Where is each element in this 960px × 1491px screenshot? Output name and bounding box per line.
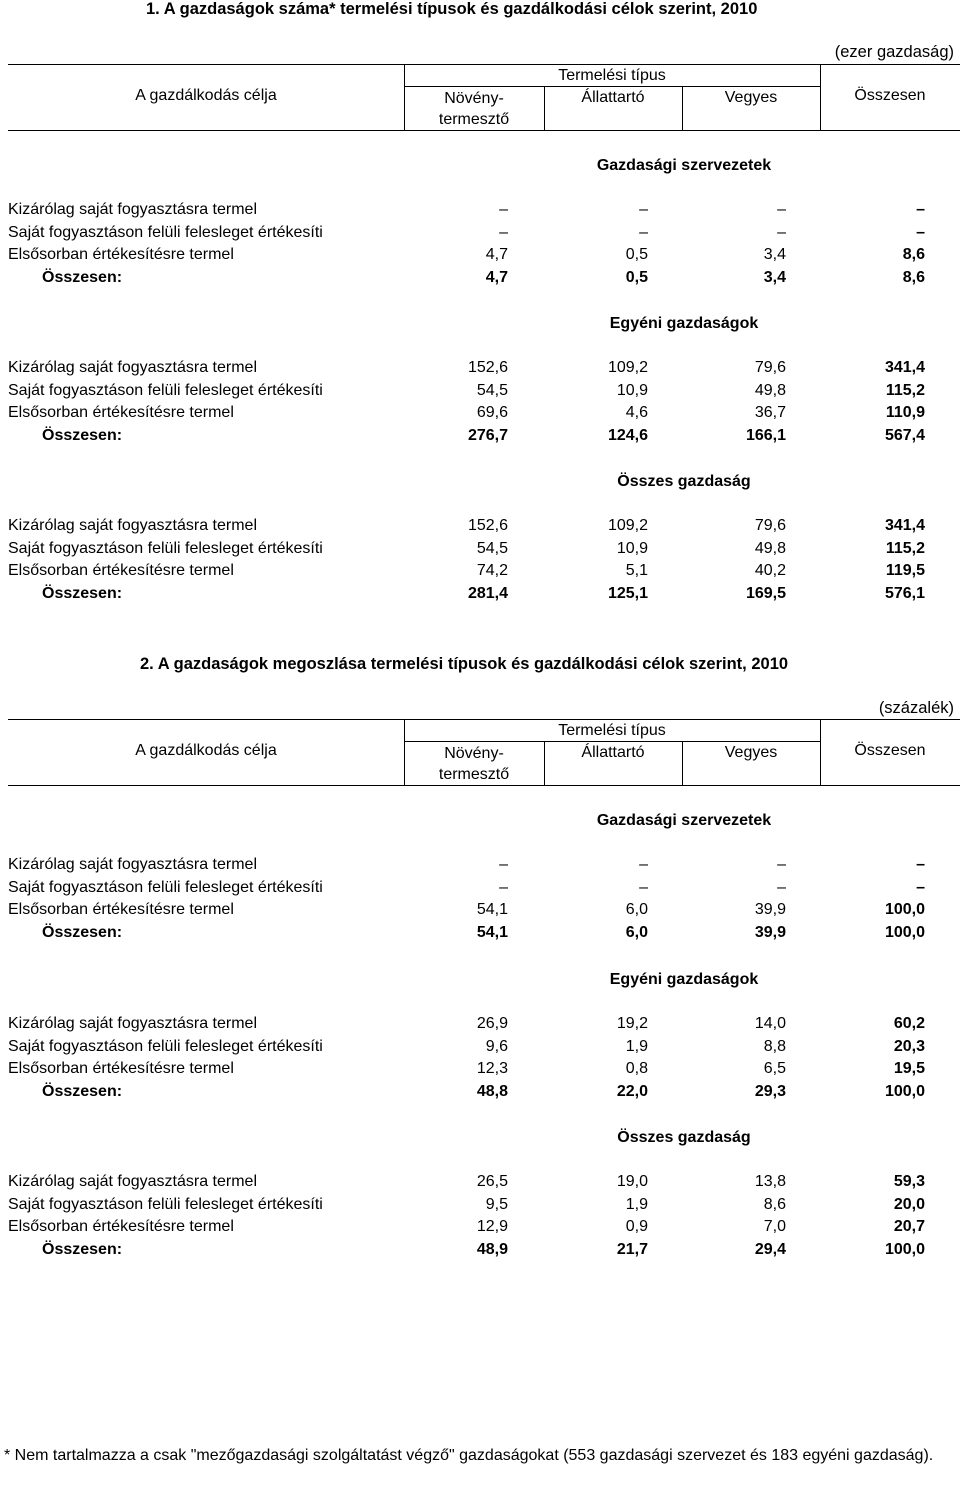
table2-cell: –: [639, 878, 648, 896]
table2-cell: 19,2: [616, 1015, 648, 1032]
table2-cell: 39,9: [754, 901, 786, 919]
table1-cell: 576,1: [884, 584, 925, 602]
table2-cell: –: [639, 856, 648, 873]
table2-cell: 39,9: [754, 923, 786, 941]
table1-cell: 74,2: [476, 562, 508, 580]
table2-cell: 54,1: [476, 923, 508, 941]
table1-total-row-label: Összesen:: [42, 268, 123, 286]
table2-cell: 6,5: [763, 1060, 786, 1078]
table2-cell: 26,9: [476, 1015, 508, 1032]
table1-cell: 567,4: [884, 426, 925, 444]
table1-cell: 341,4: [884, 517, 925, 534]
table2-cell: –: [777, 878, 786, 896]
table2-row-label: Elsősorban értékesítésre termel: [8, 1218, 234, 1236]
table1-row-label: Kizárólag saját fogyasztásra termel: [8, 359, 257, 376]
table1-cell: 40,2: [754, 562, 786, 580]
table2-row-label: Elsősorban értékesítésre termel: [8, 901, 234, 919]
table1-cell: 49,8: [754, 539, 786, 557]
table2-cell: –: [916, 856, 925, 873]
table1-cell: –: [639, 223, 648, 241]
table1-cell: 8,6: [902, 246, 925, 264]
table1-header-top-rule: [8, 64, 960, 65]
table2-cell: 48,9: [476, 1240, 508, 1258]
table1-row-label: Saját fogyasztáson felüli felesleget értékesíti: [8, 223, 323, 241]
table2-row-label: Kizárólag saját fogyasztásra termel: [8, 1173, 257, 1190]
table2-unit: (százalék): [878, 699, 954, 717]
table1-cell: 4,6: [625, 404, 648, 422]
table2-header-top-rule: [8, 719, 960, 720]
table2-row-label: Saját fogyasztáson felüli felesleget értékesíti: [8, 1037, 323, 1055]
table2-cell: 12,9: [476, 1218, 508, 1236]
table1-cell: 281,4: [467, 584, 508, 602]
table1-row-label: Elsősorban értékesítésre termel: [8, 562, 234, 580]
table1-group-rule: [404, 86, 820, 87]
table1-cell: –: [777, 201, 786, 218]
table2-cell: 8,6: [763, 1195, 786, 1213]
table1-cell: –: [916, 201, 925, 218]
table1-section-title: Gazdasági szervezetek: [596, 157, 772, 174]
table1-row-label: Elsősorban értékesítésre termel: [8, 404, 234, 422]
table2-cell: 13,8: [754, 1173, 786, 1190]
table1-cell: 166,1: [745, 426, 786, 444]
table2-cell: 22,0: [616, 1082, 648, 1100]
table1-cell: 110,9: [885, 404, 925, 422]
table1-cell: –: [916, 223, 925, 241]
table2-cell: 0,9: [625, 1218, 648, 1236]
table1-cell: 54,5: [476, 539, 508, 557]
table1-cell: 276,7: [467, 426, 508, 444]
table1-cell: –: [777, 223, 786, 241]
table2-cell: 8,8: [763, 1037, 786, 1055]
table2-row-label: Saját fogyasztáson felüli felesleget értékesíti: [8, 1195, 323, 1213]
table1-cell: 49,8: [754, 381, 786, 399]
table2-row-label: Kizárólag saját fogyasztásra termel: [8, 1015, 257, 1032]
table1-cell: 5,1: [625, 562, 648, 580]
table1-row-label: Kizárólag saját fogyasztásra termel: [8, 517, 257, 534]
table2-cell: 20,0: [893, 1195, 925, 1213]
table1-cell: 10,9: [616, 381, 648, 399]
table2-cell: 9,6: [485, 1037, 508, 1055]
table2-section-title: Egyéni gazdaságok: [609, 971, 759, 988]
table1-cell: 109,2: [607, 517, 648, 534]
table2-cell: 54,1: [476, 901, 508, 919]
table2-section-title: Összes gazdaság: [617, 1129, 751, 1146]
table1-cell: 10,9: [616, 539, 648, 557]
table2-total-row-label: Összesen:: [42, 1240, 123, 1258]
table1-cell: 8,6: [902, 268, 925, 286]
table2-header-total: Összesen: [854, 742, 926, 759]
table1-cell: 4,7: [485, 246, 508, 264]
table1-row-label: Elsősorban értékesítésre termel: [8, 246, 234, 264]
table2-cell: 6,0: [625, 901, 648, 919]
table2-cell: 26,5: [476, 1173, 508, 1190]
table2-cell: 20,3: [893, 1037, 925, 1055]
table2-title: 2. A gazdaságok megoszlása termelési típusok és gazdálkodási célok szerint, 2010: [140, 655, 789, 673]
table2-cell: 9,5: [485, 1195, 508, 1213]
table1-cell: 152,6: [467, 517, 508, 534]
table2-cell: 20,7: [893, 1218, 925, 1236]
table2-header-bottom-rule: [8, 785, 960, 786]
table1-cell: 124,6: [607, 426, 648, 444]
table2-header-group: Termelési típus: [558, 722, 666, 739]
table2-cell: 48,8: [476, 1082, 508, 1100]
table2-cell: 19,0: [616, 1173, 648, 1190]
table2-header-col2: Állattartó: [581, 744, 645, 761]
table2-cell: –: [777, 856, 786, 873]
table1-title: 1. A gazdaságok száma* termelési típusok és gazdálkodási célok szerint, 2010: [146, 0, 758, 18]
table2-cell: 14,0: [754, 1015, 786, 1032]
table1-header-purpose: A gazdálkodás célja: [135, 87, 277, 104]
table2-group-rule: [404, 741, 820, 742]
table1-cell: 0,5: [625, 268, 648, 286]
table2-cell: 100,0: [884, 923, 925, 941]
table2-cell: 29,4: [754, 1240, 786, 1258]
table2-cell: 59,3: [893, 1173, 925, 1190]
table1-row-label: Saját fogyasztáson felüli felesleget értékesíti: [8, 539, 323, 557]
table1-row-label: Kizárólag saját fogyasztásra termel: [8, 201, 257, 218]
table2-row-label: Elsősorban értékesítésre termel: [8, 1060, 234, 1078]
table1-cell: 109,2: [607, 359, 648, 376]
table1-row-label: Saját fogyasztáson felüli felesleget értékesíti: [8, 381, 323, 399]
table1-cell: 125,1: [607, 584, 648, 602]
table2-cell: 6,0: [625, 923, 648, 941]
table1-cell: 115,2: [885, 381, 925, 399]
table2-cell: 1,9: [625, 1037, 648, 1055]
table2-total-row-label: Összesen:: [42, 923, 123, 941]
table2-cell: 100,0: [884, 901, 925, 919]
table2-cell: 19,5: [893, 1060, 925, 1078]
table2-header-col1: Növény- termesztő: [438, 745, 510, 783]
table1-cell: 3,4: [763, 246, 786, 264]
table2-section-title: Gazdasági szervezetek: [596, 812, 772, 829]
table2-header-purpose: A gazdálkodás célja: [135, 742, 277, 759]
table1-header-col1: Növény- termesztő: [438, 90, 510, 128]
table1-cell: 0,5: [625, 246, 648, 264]
table1-cell: 79,6: [754, 517, 786, 534]
table1-header-group: Termelési típus: [558, 67, 666, 84]
table1-section-title: Összes gazdaság: [617, 473, 751, 490]
table1-cell: 69,6: [476, 404, 508, 422]
table1-header-col2: Állattartó: [581, 89, 645, 106]
table1-cell: 119,5: [885, 562, 925, 580]
footnote: * Nem tartalmazza a csak "mezőgazdasági szolgáltatást végző" gazdaságokat (553 gazdasági szervezet és 183 egyéni gazdaság).: [4, 1447, 934, 1464]
table2-cell: 0,8: [625, 1060, 648, 1078]
table1-cell: 54,5: [476, 381, 508, 399]
table1-cell: 152,6: [467, 359, 508, 376]
table1-cell: –: [639, 201, 648, 218]
table1-section-title: Egyéni gazdaságok: [609, 315, 759, 332]
table1-cell: 115,2: [885, 539, 925, 557]
table1-cell: 79,6: [754, 359, 786, 376]
table1-cell: 169,5: [745, 584, 786, 602]
table2-total-row-label: Összesen:: [42, 1082, 123, 1100]
table1-cell: 4,7: [485, 268, 508, 286]
table2-cell: 29,3: [754, 1082, 786, 1100]
table1-unit: (ezer gazdaság): [834, 43, 954, 61]
table1-cell: –: [499, 223, 508, 241]
table2-cell: 100,0: [884, 1240, 925, 1258]
table2-cell: –: [499, 878, 508, 896]
table2-row-label: Saját fogyasztáson felüli felesleget értékesíti: [8, 878, 323, 896]
table1-total-row-label: Összesen:: [42, 426, 123, 444]
table1-header-bottom-rule: [8, 130, 960, 131]
table2-cell: 100,0: [884, 1082, 925, 1100]
table1-cell: 341,4: [884, 359, 925, 376]
table1-total-row-label: Összesen:: [42, 584, 123, 602]
table1-header-total: Összesen: [854, 87, 926, 104]
table2-cell: 12,3: [476, 1060, 508, 1078]
table2-row-label: Kizárólag saját fogyasztásra termel: [8, 856, 257, 873]
table2-cell: 7,0: [763, 1218, 786, 1236]
table2-cell: –: [916, 878, 925, 896]
table1-header-col3: Vegyes: [724, 89, 778, 106]
table2-cell: –: [499, 856, 508, 873]
table2-cell: 60,2: [893, 1015, 925, 1032]
table1-cell: 36,7: [754, 404, 786, 422]
table2-cell: 21,7: [616, 1240, 648, 1258]
table1-cell: 3,4: [763, 268, 786, 286]
table1-cell: –: [499, 201, 508, 218]
table2-header-col3: Vegyes: [724, 744, 778, 761]
table2-cell: 1,9: [625, 1195, 648, 1213]
